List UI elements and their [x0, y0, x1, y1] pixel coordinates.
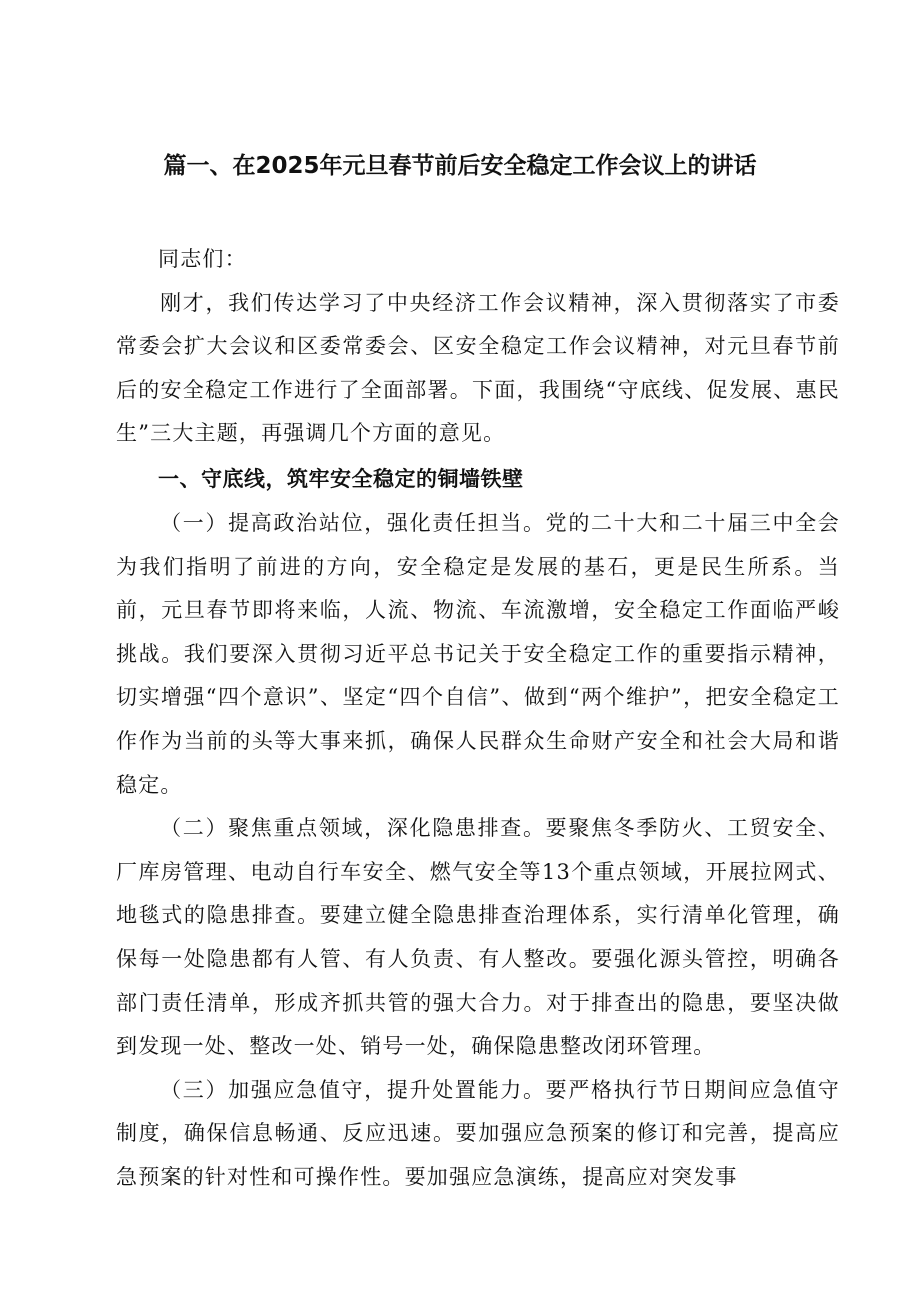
intro-paragraph: 刚才，我们传达学习了中央经济工作会议精神，深入贯彻落实了市委常委会扩大会议和区委常委会、区安全稳定工作会议精神，对元旦春节前后的安全稳定工作进行了全面部署。下面，我围绕“守底线、促发展、惠民生”三大主题，再强调几个方面的意见。	[116, 290, 840, 446]
paragraph-2: （二）聚焦重点领域，深化隐患排查。要聚焦冬季防火、工贸安全、厂库房管理、电动自行车安全、燃气安全等13个重点领域，开展拉网式、地毯式的隐患排查。要建立健全隐患排查治理体系，实行清单化管理，确保每一处隐患都有人管、有人负责、有人整改。要强化源头管控，明确各部门责任清单，形成齐抓共管的强大合力。对于排查出的隐患，要坚决做到发现一处、整改一处、销号一处，确保隐患整改闭环管理。	[116, 816, 840, 1059]
section-heading: 一、守底线，筑牢安全稳定的铜墙铁壁	[158, 466, 524, 491]
paragraph-1: （一）提高政治站位，强化责任担当。党的二十大和二十届三中全会为我们指明了前进的方向，安全稳定是发展的基石，更是民生所系。当前，元旦春节即将来临，人流、物流、车流激增，安全稳定工作面临严峻挑战。我们要深入贯彻习近平总书记关于安全稳定工作的重要指示精神，切实增强“四个意识”、坚定“四个自信”、做到“两个维护”，把安全稳定工作作为当前的头等大事来抓，确保人民群众生命财产安全和社会大局和谐稳定。	[116, 510, 840, 797]
salutation: 同志们：	[158, 247, 247, 271]
document-body	[116, 238, 840, 1199]
paragraph-3: （三）加强应急值守，提升处置能力。要严格执行节日期间应急值守制度，确保信息畅通、反应迅速。要加强应急预案的修订和完善，提高应急预案的针对性和可操作性。要加强应急演练，提高应对突发事	[116, 1077, 840, 1189]
document-title: 篇一、在2025年元旦春节前后安全稳定工作会议上的讲话	[163, 153, 757, 179]
